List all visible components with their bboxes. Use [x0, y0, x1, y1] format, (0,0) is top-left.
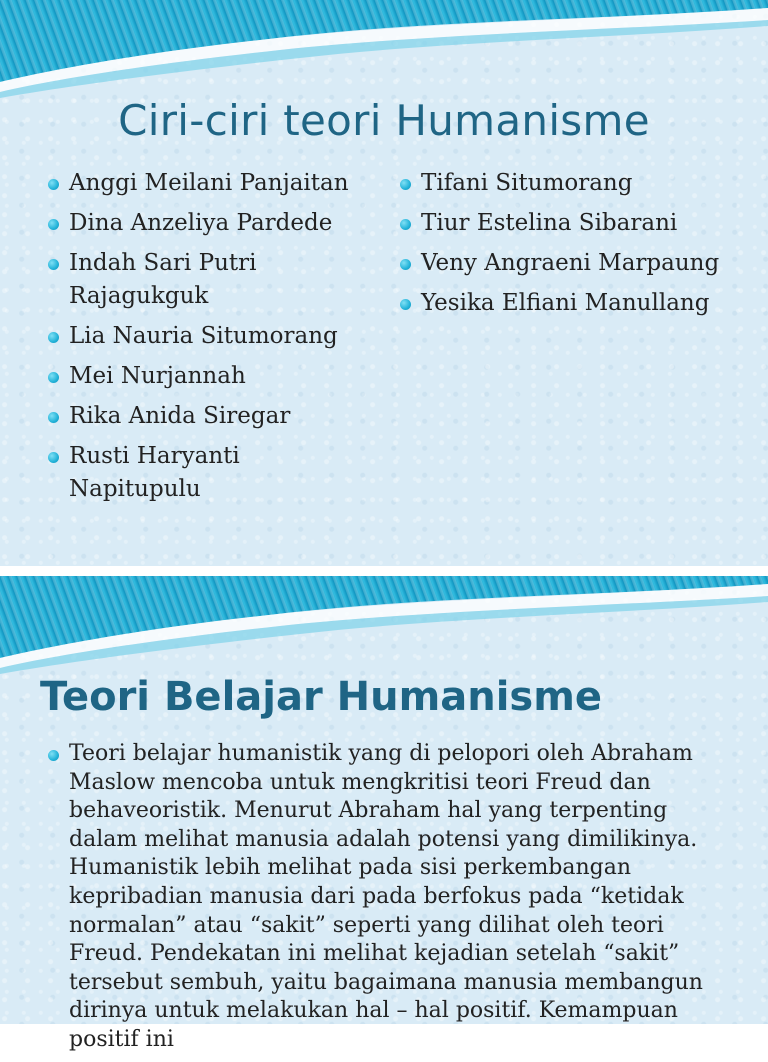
list-item-text: Rusti Haryanti Napitupulu — [69, 443, 240, 502]
list-item-text: Veny Angraeni Marpaung — [421, 250, 720, 276]
bullet-dot-icon — [48, 452, 59, 463]
list-item — [400, 207, 740, 240]
list-item-text: Tifani Situmorang — [421, 170, 633, 196]
bullet-dot-icon — [48, 332, 59, 343]
list-item-text: Anggi Meilani Panjaitan — [69, 170, 349, 196]
list-item-text: Mei Nurjannah — [69, 363, 246, 389]
list-item-text: Rika Anida Siregar — [69, 403, 291, 429]
list-item — [48, 320, 378, 353]
list-item-text: Tiur Estelina Sibarani — [421, 210, 678, 236]
wave-header-graphic — [0, 0, 768, 100]
bullet-dot-icon — [400, 219, 411, 230]
bullet-dot-icon — [48, 412, 59, 423]
list-item — [48, 360, 378, 393]
name-list-left — [48, 167, 378, 513]
bullet-dot-icon — [48, 259, 59, 270]
name-list-right — [400, 167, 740, 327]
list-item — [48, 740, 738, 1055]
list-item — [48, 400, 378, 433]
list-item — [48, 207, 378, 240]
bullet-dot-icon — [400, 179, 411, 190]
body-text-list — [48, 740, 738, 1062]
bullet-dot-icon — [48, 179, 59, 190]
list-item — [48, 167, 378, 200]
slide-title: Teori Belajar Humanisme — [40, 674, 603, 720]
list-item — [48, 247, 378, 313]
bullet-dot-icon — [48, 219, 59, 230]
list-item — [400, 247, 740, 280]
wave-header-graphic — [0, 576, 768, 676]
list-item — [400, 287, 740, 320]
list-item-text: Dina Anzeliya Pardede — [69, 210, 333, 236]
slide-title: Ciri-ciri teori Humanisme — [118, 96, 650, 145]
list-item-text: Yesika Elfiani Manullang — [421, 290, 710, 316]
list-item-text: Lia Nauria Situmorang — [69, 323, 338, 349]
body-paragraph: Teori belajar humanistik yang di pelopori oleh Abraham Maslow mencoba untuk mengkritisi teori Freud dan behaveoristik. Menurut Abraham hal yang terpenting dalam melihat manusia adalah potensi yang dimilikinya. Humanistik lebih melihat pada sisi perkembangan kepribadian manusia dari pada berfokus pada “ketidak normalan” atau “sakit” seperti yang dilihat oleh teori Freud. Pendekatan ini melihat kejadian setelah “sakit” tersebut sembuh, yaitu bagaimana manusia membangun dirinya untuk melakukan hal – hal positif. Kemampuan positif ini — [69, 741, 703, 1052]
bullet-dot-icon — [48, 372, 59, 383]
slide-separator — [0, 566, 768, 576]
bullet-dot-icon — [400, 299, 411, 310]
bullet-dot-icon — [48, 750, 59, 761]
list-item — [400, 167, 740, 200]
list-item-text: Indah Sari Putri Rajagukguk — [69, 250, 257, 309]
list-item — [48, 440, 378, 506]
bullet-dot-icon — [400, 259, 411, 270]
